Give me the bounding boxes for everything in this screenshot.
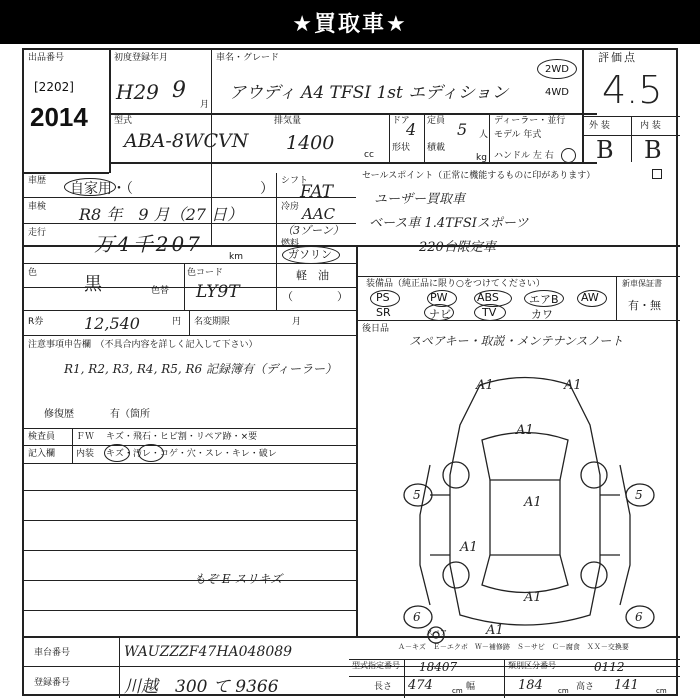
equip-airbag: エアB bbox=[529, 293, 559, 306]
remarks-value: R1, R2, R3, R4, R5, R6 記録簿有（ディーラー） bbox=[64, 362, 338, 376]
insp-staff-label: 検査員 bbox=[28, 432, 56, 442]
car-history-label: 車歴 bbox=[28, 176, 47, 186]
first-reg-label: 初度登録年月 bbox=[114, 53, 169, 63]
dmg-mark-10: 6 bbox=[635, 610, 643, 624]
ac-label: 冷房 bbox=[281, 202, 300, 212]
note-scratch: もぞ E スリキズ bbox=[194, 572, 283, 586]
sales-point-1: ユーザー買取車 bbox=[374, 192, 466, 207]
dmg-mark-5: A1 bbox=[460, 540, 478, 555]
type-no-value: 18407 bbox=[419, 660, 458, 674]
capacity-label: 定員 bbox=[427, 116, 446, 126]
sales-point-3: 220台限定車 bbox=[419, 240, 496, 255]
recycle-value: 12,540 bbox=[84, 314, 140, 333]
height-unit: cm bbox=[656, 687, 667, 695]
spare-label: スペア bbox=[426, 629, 447, 637]
color-hue-label: 色替 bbox=[151, 286, 170, 296]
inspection-label: 車検 bbox=[28, 202, 47, 212]
recycle-label: R券 bbox=[28, 317, 44, 327]
repair-yes: 有（箇所 bbox=[110, 409, 150, 420]
mileage-label: 走行 bbox=[28, 228, 47, 238]
shape-label: 形状 bbox=[392, 143, 411, 153]
remarks-label: 注意事項申告欄 （不具合内容を詳しく記入して下さい） bbox=[28, 340, 258, 350]
shift-value: FAT bbox=[300, 182, 334, 202]
color-value: 黒 bbox=[84, 274, 102, 295]
reg-month-mark: 月 bbox=[200, 100, 210, 110]
color-code-label: 色コード bbox=[187, 268, 224, 278]
auction-sheet bbox=[22, 48, 678, 696]
mileage-unit: km bbox=[229, 252, 243, 262]
equip-leather: カワ bbox=[531, 308, 553, 321]
class-no-label: 類別区分番号 bbox=[508, 661, 556, 670]
ac-value: AAC bbox=[302, 205, 336, 223]
equip-sr: SR bbox=[376, 306, 391, 319]
equip-aw: AW bbox=[581, 291, 599, 304]
damage-row1: キズ・飛石・ヒビ割・リペア跡・×要 bbox=[106, 432, 258, 442]
score-value: 4.5 bbox=[602, 68, 663, 112]
dmg-mark-6: A1 bbox=[524, 590, 542, 605]
doors-label: ドア bbox=[392, 116, 410, 126]
fuel-label: 燃料 bbox=[281, 239, 300, 249]
kg-unit: kg bbox=[476, 153, 487, 163]
name-change-label: 名変期限 bbox=[194, 317, 231, 327]
height-label: 高さ bbox=[576, 682, 595, 692]
height-value: 141 bbox=[614, 678, 639, 693]
dmg-mark-8: 5 bbox=[635, 488, 643, 502]
model-code: ABA-8WCVN bbox=[124, 130, 249, 152]
reg-value: 川越 300 て 9366 bbox=[124, 677, 279, 697]
car-history-value: 自家用・（ bbox=[70, 181, 133, 197]
doors-value: 4 bbox=[406, 120, 417, 139]
dmg-mark-11: A1 bbox=[486, 623, 504, 638]
displacement-label: 排気量 bbox=[274, 116, 302, 126]
chassis-value: WAUZZZF47HA048089 bbox=[124, 644, 293, 660]
cc-unit: cc bbox=[364, 150, 374, 160]
sales-points-label: セールスポイント（正常に機能するものに印があります） bbox=[362, 171, 596, 181]
color-code-value: LY9T bbox=[196, 282, 240, 302]
warranty-value: 有・無 bbox=[628, 299, 661, 312]
exterior-label: 外 装 bbox=[589, 121, 610, 131]
dmg-mark-2: A1 bbox=[564, 378, 582, 393]
model-label: 型式 bbox=[114, 116, 133, 126]
car-history-end: ） bbox=[260, 181, 274, 197]
car-name-label: 車名・グレード bbox=[216, 53, 280, 63]
width-value: 184 bbox=[518, 678, 543, 693]
interior-damage-label: 内装 bbox=[76, 449, 95, 459]
person-unit: 人 bbox=[479, 130, 489, 140]
yen-unit: 円 bbox=[172, 317, 182, 327]
model-year-label: モデル 年式 bbox=[494, 130, 542, 140]
fw-label: ＦＷ bbox=[76, 432, 95, 442]
length-unit: cm bbox=[452, 687, 463, 695]
damage-legend: Ａ－キズ Ｅ－エクボ Ｗ－補修跡 Ｓ－サビ Ｃ－腐食 ＸＸ－交換要 bbox=[398, 643, 629, 651]
equip-navi: ナビ bbox=[429, 308, 451, 321]
dmg-mark-1: A1 bbox=[476, 378, 494, 393]
reg-year: H29 bbox=[116, 80, 159, 104]
fuel-other: （ ） bbox=[282, 290, 348, 303]
lot-number: 2014 bbox=[30, 102, 88, 132]
capacity-value: 5 bbox=[457, 120, 468, 139]
length-value: 474 bbox=[408, 678, 433, 693]
equip-abs: ABS bbox=[477, 291, 499, 304]
ac-sub: （3ゾーン） bbox=[282, 224, 344, 237]
width-label: 幅 bbox=[466, 682, 476, 692]
exterior-grade: B bbox=[596, 136, 614, 164]
dealer-label: ディーラー・並行 bbox=[494, 116, 566, 126]
displacement-value: 1400 bbox=[286, 132, 335, 154]
dmg-mark-3: A1 bbox=[516, 423, 534, 438]
equip-pw: PW bbox=[430, 291, 448, 304]
equip-tv: TV bbox=[482, 306, 497, 319]
chassis-label: 車台番号 bbox=[34, 648, 71, 658]
sales-point-2: ベース車 1.4TFSIスポーツ bbox=[369, 216, 529, 231]
warranty-label: 新車保証書 bbox=[622, 279, 662, 288]
dmg-mark-7: 5 bbox=[413, 488, 421, 502]
handle-label: ハンドル 左 右 bbox=[494, 151, 554, 161]
accessories-value: スペアキー・取説・メンテナンスノート bbox=[409, 334, 624, 348]
car-name: アウディ A4 TFSI 1st エディション bbox=[229, 83, 509, 103]
lot-label: 出品番号 bbox=[28, 53, 65, 63]
shift-label: シフト bbox=[281, 176, 309, 186]
drive-4wd: 4WD bbox=[545, 87, 569, 98]
interior-label: 内 装 bbox=[640, 121, 661, 131]
equipment-label: 装備品（純正品に限り○をつけてください） bbox=[366, 279, 545, 289]
dmg-mark-4: A1 bbox=[524, 495, 542, 510]
width-unit: cm bbox=[558, 687, 569, 695]
page-title: ★買取車★ bbox=[0, 0, 700, 44]
reg-no-label: 登録番号 bbox=[34, 678, 71, 688]
length-label: 長さ bbox=[374, 682, 393, 692]
equip-ps: PS bbox=[376, 291, 390, 304]
class-no-value: 0112 bbox=[594, 660, 625, 674]
reg-month: 9 bbox=[172, 78, 186, 103]
color-label: 色 bbox=[28, 268, 38, 278]
type-designation-label: 型式指定番号 bbox=[352, 661, 400, 670]
fuel-diesel: 軽 油 bbox=[296, 269, 329, 282]
fuel-gasoline: ガソリン bbox=[288, 248, 332, 261]
score-label: 評価点 bbox=[598, 51, 637, 64]
drive-2wd: 2WD bbox=[545, 64, 569, 75]
interior-grade: B bbox=[644, 136, 662, 164]
repair-label: 修復歴 bbox=[44, 409, 74, 420]
entry-col-label: 記入欄 bbox=[28, 449, 56, 459]
load-label: 積載 bbox=[427, 143, 446, 153]
dmg-mark-9: 6 bbox=[413, 610, 421, 624]
damage-row2: キズ・汚レ・コゲ・穴・スレ・キレ・破レ bbox=[106, 449, 277, 459]
name-change-month: 月 bbox=[292, 317, 302, 327]
lot-code: [2202] bbox=[34, 80, 74, 94]
inspection-value: R8 年 9 月（27 日） bbox=[79, 205, 244, 224]
accessories-label: 後日品 bbox=[362, 324, 390, 334]
mileage-value: 万4千207 bbox=[94, 232, 203, 256]
